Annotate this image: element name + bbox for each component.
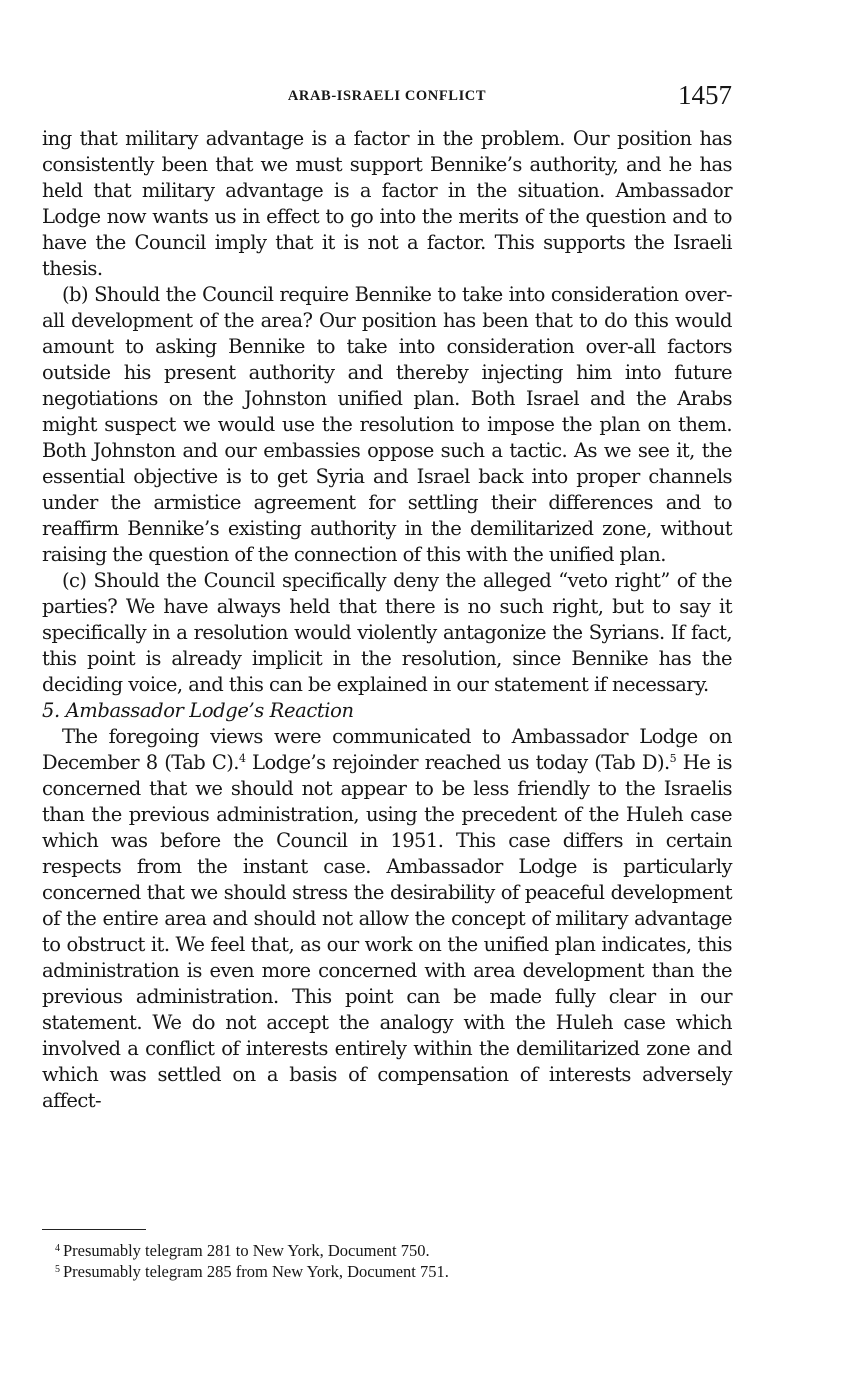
- footnotes: [55, 1240, 715, 1282]
- page-number: 1457: [678, 80, 732, 110]
- paragraph-lodge-reaction: [42, 724, 732, 1114]
- body-text: [42, 126, 732, 1114]
- running-head: ARAB-ISRAELI CONFLICT: [287, 88, 487, 104]
- footnote: [55, 1240, 715, 1261]
- footnote-ref-4: 4: [238, 752, 246, 765]
- paragraph-c: (c) Should the Council specifically deny the alleged “veto right” of the parties? We have always held that there is no such right, but to say it specifically in a resolution would violently antagonize the Syrians. If fact, this point is already implicit in the resolution, since Bennike has the deciding voice, and this can be explained in our statement if necessary.: [42, 569, 732, 696]
- paragraph-text-part: The foregoing views were communicated to Ambassador Lodge on December 8 (Tab C).: [42, 725, 732, 774]
- footnote-mark: 4: [55, 1243, 60, 1254]
- paragraph-text-part: Lodge’s rejoinder reached us today (Tab D).: [245, 751, 670, 774]
- footnote: [55, 1261, 715, 1282]
- section-heading: 5. Ambassador Lodge’s Reaction: [42, 699, 354, 722]
- footnote-divider: [42, 1229, 146, 1230]
- paragraph-text-part: He is concerned that we should not appear to be less friendly to the Israelis than the previous administration, using the precedent of the Huleh case which was before the Council in 1951. This case differs in certain respects from the instant case. Ambassador Lodge is particularly concerned that we should stress the desirability of peaceful development of the entire area and should not allow the concept of military advantage to obstruct it. We feel that, as our work on the unified plan indicates, this administration is even more concerned with area development than the previous administration. This point can be made fully clear in our statement. We do not accept the analogy with the Huleh case which involved a conflict of interests entirely within the demilitarized zone and which was settled on a basis of compensation of interests adversely affect-: [42, 751, 732, 1112]
- paragraph-continuation: ing that military advantage is a factor in the problem. Our position has consistently been that we must support Bennike’s authority, and he has held that military advantage is a factor in the situation. Ambassador Lodge now wants us in effect to go into the merits of the question and to have the Council imply that it is not a factor. This supports the Israeli thesis.: [42, 127, 732, 280]
- footnote-text: Presumably telegram 281 to New York, Document 750.: [63, 1241, 430, 1260]
- footnote-text: Presumably telegram 285 from New York, Document 751.: [63, 1262, 449, 1281]
- page-header: [42, 80, 732, 114]
- footnote-ref-5: 5: [669, 752, 677, 765]
- footnote-mark: 5: [55, 1264, 60, 1275]
- paragraph-b: (b) Should the Council require Bennike to take into consideration over-all development of the area? Our position has been that to do this would amount to asking Bennike to take into consideration over-all factors outside his present authority and thereby injecting him into future negotiations on the Johnston unified plan. Both Israel and the Arabs might suspect we would use the resolution to impose the plan on them. Both Johnston and our embassies oppose such a tactic. As we see it, the essential objective is to get Syria and Israel back into proper channels under the armistice agreement for settling their differences and to reaffirm Bennike’s existing authority in the demilitarized zone, without raising the question of the connection of this with the unified plan.: [42, 283, 732, 566]
